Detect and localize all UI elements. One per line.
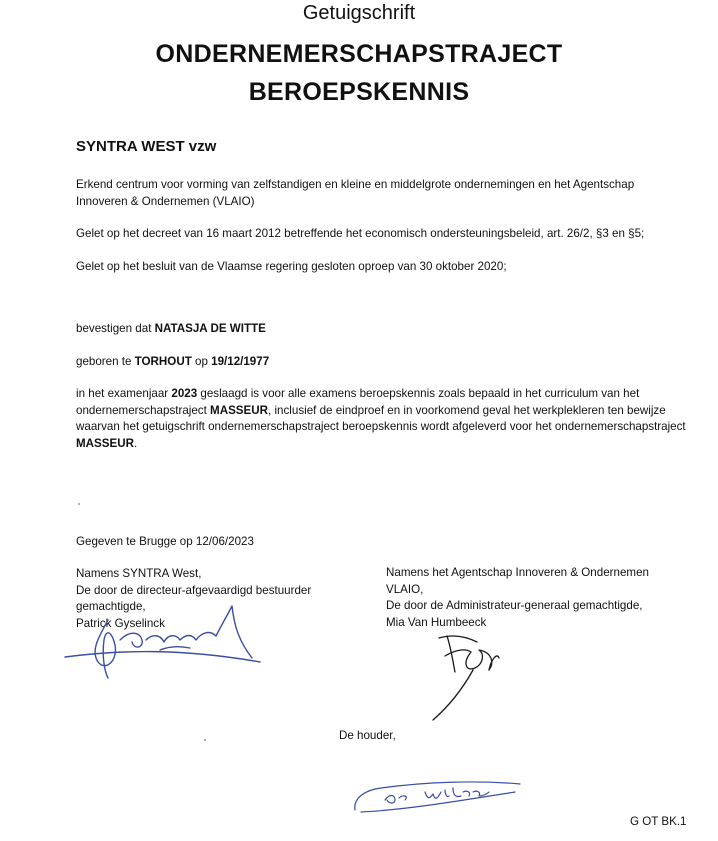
profession-1: MASSEUR xyxy=(210,403,269,417)
certificate-title-line2: BEROEPSKENNIS xyxy=(248,78,470,106)
birth-place: TORHOUT xyxy=(134,355,192,368)
scan-speck xyxy=(204,739,206,741)
signatory-right-line: VLAIO, xyxy=(386,582,424,596)
signature-left-image xyxy=(60,600,270,685)
signatory-right-line: Namens het Agentschap Innoveren & Ondernemen xyxy=(386,566,649,579)
holder-label: De houder, xyxy=(339,729,396,742)
birth-date: 19/12/1977 xyxy=(211,355,270,368)
confirmation-line xyxy=(76,321,676,338)
exam-year: 2023 xyxy=(171,387,198,400)
document-code: G OT BK.1 xyxy=(630,815,687,828)
scan-speck xyxy=(78,503,80,505)
exam-text-4: . xyxy=(133,436,138,450)
issuer-name: SYNTRA WEST vzw xyxy=(76,138,217,155)
exam-text-1: in het examenjaar xyxy=(76,387,172,400)
issue-place-date: Gegeven te Brugge op 12/06/2023 xyxy=(76,535,254,548)
signatory-right xyxy=(386,565,686,631)
exam-text-3: , inclusief de eindproef en in voorkomend geval het werkplekleren ten bewijze waarvan het getuigschrift ondernemerschapstraject beroepskennis wordt afgeleverd voor het ondernemerschapstraject xyxy=(76,403,686,433)
exam-paragraph xyxy=(76,386,696,452)
signatory-left-line: De door de directeur-afgevaardigd bestuurder xyxy=(76,583,312,597)
holder-name: NATASJA DE WITTE xyxy=(154,322,266,335)
decree-paragraph: Gelet op het decreet van 16 maart 2012 betreffende het economisch ondersteuningsbeleid, art. 26/2, §3 en §5; xyxy=(76,227,645,240)
certificate-title-line1: ONDERNEMERSCHAPSTRAJECT xyxy=(155,40,563,68)
signatory-left-line: Namens SYNTRA West, xyxy=(76,567,202,580)
signatory-right-name: Mia Van Humbeeck xyxy=(386,615,487,629)
birth-line xyxy=(76,354,676,371)
signatory-right-line: De door de Administrateur-generaal gemachtigde, xyxy=(386,599,643,612)
exam-text-2: geslaagd is voor alle examens beroepskennis zoals bepaald in het curriculum van het ondernemerschapstraject xyxy=(76,387,640,417)
profession-2: MASSEUR xyxy=(76,436,134,450)
born-prefix: geboren te xyxy=(76,355,135,368)
decision-paragraph: Gelet op het besluit van de Vlaamse regering gesloten oproep van 30 oktober 2020; xyxy=(76,260,507,273)
signatory-left-name: Patrick Gyselinck xyxy=(76,616,165,630)
recognition-paragraph: Erkend centrum voor vorming van zelfstandigen en kleine en middelgrote ondernemingen en het Agentschap Innoveren & Ondernemen (VLAIO) xyxy=(76,178,635,208)
signatory-left-line: gemachtigde, xyxy=(76,600,146,613)
signature-right-image xyxy=(425,628,525,723)
certificate-kicker: Getuigschrift xyxy=(302,2,416,24)
signature-holder-image xyxy=(345,770,525,820)
confirmation-prefix: bevestigen dat xyxy=(76,322,155,335)
born-mid: op xyxy=(191,355,212,368)
